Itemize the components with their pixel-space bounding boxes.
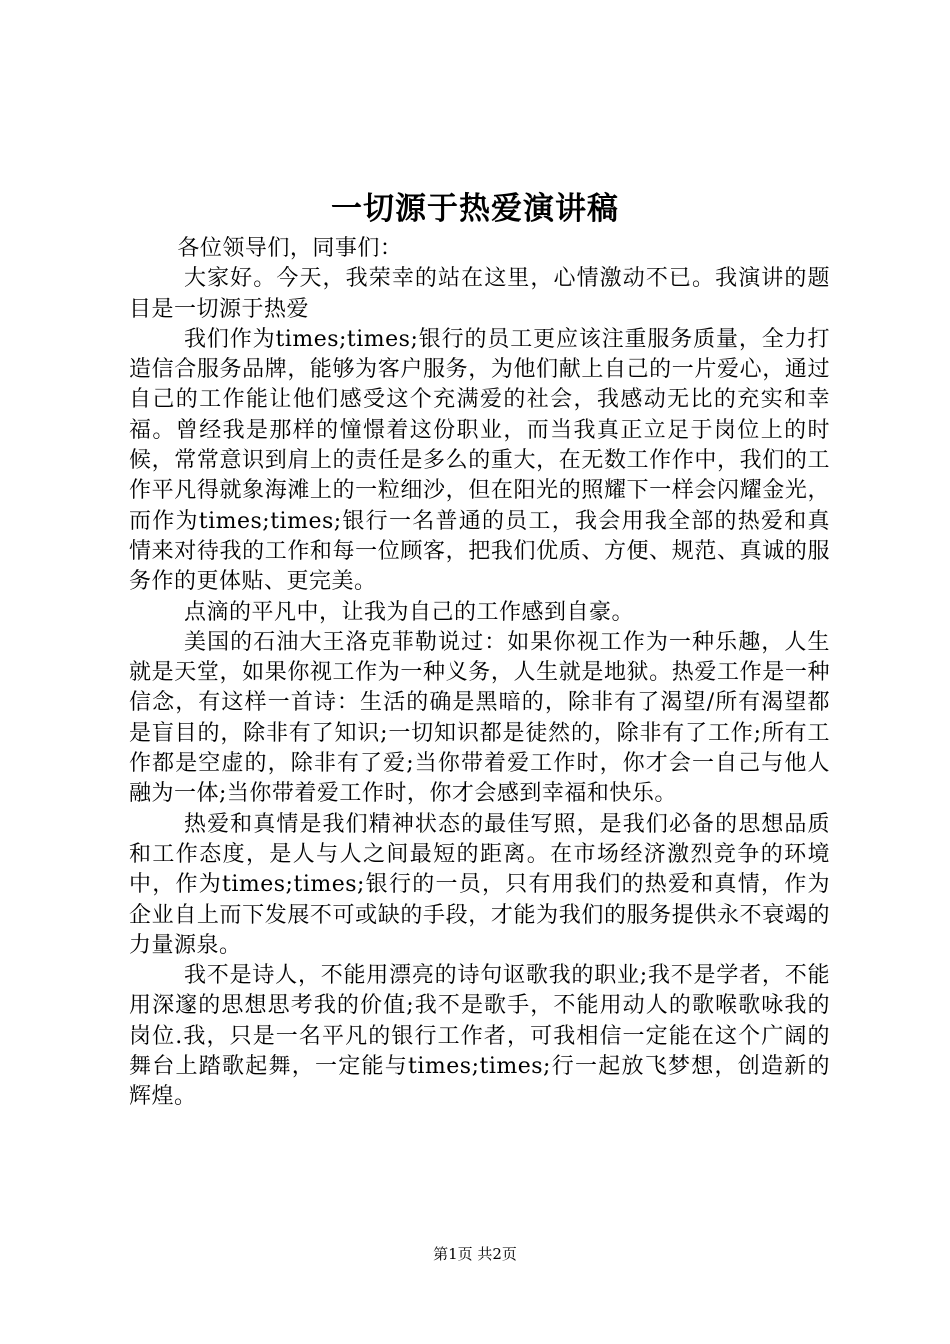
paragraph-service: 我们作为times;times;银行的员工更应该注重服务质量，全力打造信合服务品牌，能够为客户服务，为他们献上自己的一片爱心，通过自己的工作能让他们感受这个充满爱的社会，我感动无比的充实和幸福。曾经我是那样的憧憬着这份职业，而当我真正立足于岗位上的时候，常常意识到肩上的责任是多么的重大，在无数工作作中，我们的工作平凡得就象海滩上的一粒细沙，但在阳光的照耀下一样会闪耀金光，而作为times;times;银行一名普通的员工，我会用我全部的热爱和真情来对待我的工作和每一位顾客，把我们优质、方便、规范、真诚的服务作的更体贴、更完美。	[129, 326, 830, 595]
paragraph-salutation: 各位领导们，同事们：	[177, 236, 403, 261]
page-number-footer: 第1页 共2页	[433, 1245, 517, 1263]
document-body	[129, 234, 830, 1113]
document-title: 一切源于热爱演讲稿	[331, 191, 619, 227]
paragraph-greeting: 大家好。今天，我荣幸的站在这里，心情激动不已。我演讲的题目是一切源于热爱	[129, 266, 830, 322]
paragraph-pride: 点滴的平凡中，让我为自己的工作感到自豪。	[184, 599, 635, 625]
paragraph-rockefeller: 美国的石油大王洛克菲勒说过：如果你视工作为一种乐趣，人生就是天堂，如果你视工作为一种义务，人生就是地狱。热爱工作是一种信念，有这样一首诗：生活的确是黑暗的，除非有了渴望/所有渴望都是盲目的，除非有了知识;一切知识都是徒然的，除非有了工作;所有工作都是空虚的，除非有了爱;当你带着爱工作时，你才会一自己与他人融为一体;当你带着爱工作时，你才会感到幸福和快乐。	[129, 629, 830, 807]
paragraph-passion: 热爱和真情是我们精神状态的最佳写照，是我们必备的思想品质和工作态度，是人与人之间最短的距离。在市场经济激烈竞争的环境中，作为times;times;银行的一员，只有用我们的热爱和真情，作为企业自上而下发展不可或缺的手段，才能为我们的服务提供永不衰竭的力量源泉。	[129, 811, 830, 958]
paragraph-closing: 我不是诗人，不能用漂亮的诗句讴歌我的职业;我不是学者，不能用深邃的思想思考我的价值;我不是歌手，不能用动人的歌喉歌咏我的岗位.我，只是一名平凡的银行工作者，可我相信一定能在这个广阔的舞台上踏歌起舞，一定能与times;times;行一起放飞梦想，创造新的辉煌。	[129, 963, 830, 1110]
